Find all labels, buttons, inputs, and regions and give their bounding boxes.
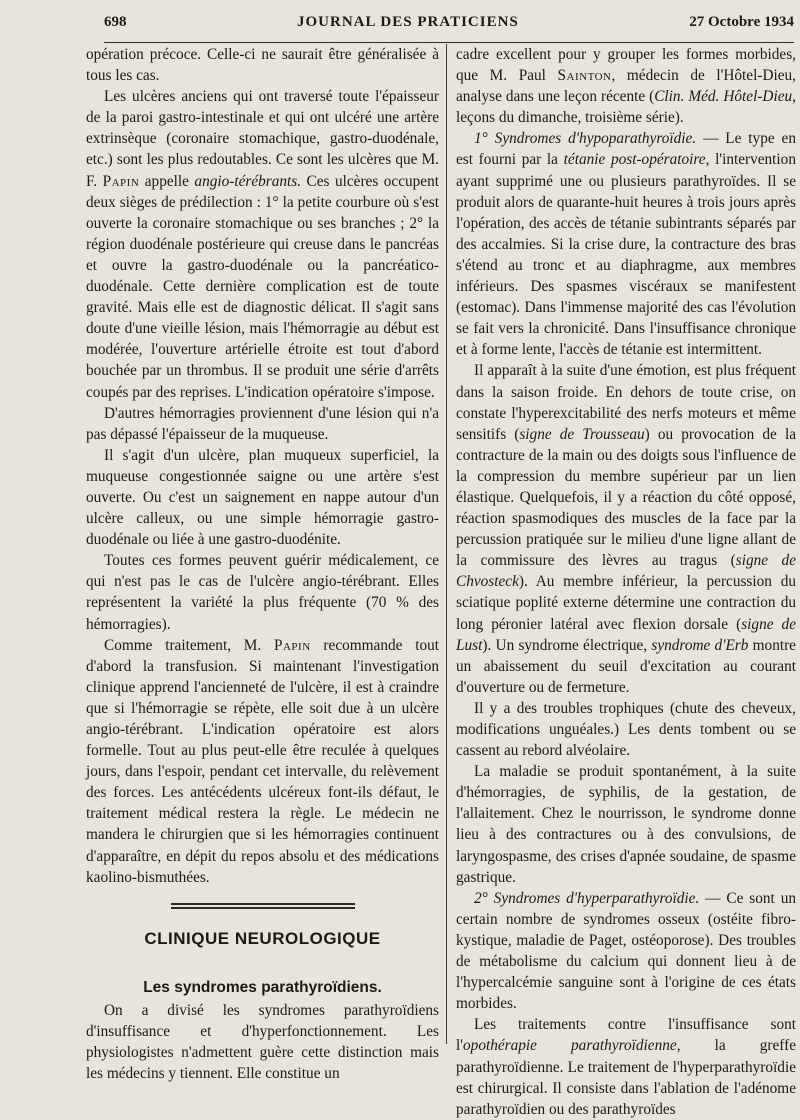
paragraph: 2° Syndromes d'hyperparathyroïdie. — Ce sont un certain nombre de syndromes osseux (ostéite fibro-kystique, maladie de Paget, ostéoporose). Des troubles de métabolisme du calcium qui donnent lieu à de l'hypercalcémie sanguine sont à l'origine de ces états morbides. xyxy=(456,889,796,1013)
paragraph: La maladie se produit spontanément, à la suite d'hémorragies, de syphilis, de la gestation, de l'allaitement. Chez le nourrisson, le syndrome donne lieu à des contractures ou à des convulsions, de laryngospasme, des crises d'apnée soudaine, de spasme gastrique. xyxy=(456,763,796,886)
clinical-sign: signe de Trousseau xyxy=(519,425,645,443)
paragraph: Les traitements contre l'insuffisance sont l'opothérapie parathyroïdienne, la greffe parathyroïdienne. Le traitement de l'hyperparathyroïdie est chirurgical. Il consiste dans l'ablation de l'adénome parathyroïdien ou des parathyroïdes xyxy=(456,1016,796,1118)
section-title: CLINIQUE NEUROLOGIQUE xyxy=(144,928,381,948)
paragraph: D'autres hémorragies proviennent d'une lésion qui n'a pas dépassé l'épaisseur de la muqueuse. xyxy=(86,404,439,443)
paragraph: Il y a des troubles trophiques (chute des cheveux, modifications unguéales.) Les dents tombent ou se cassent au rebord alvéolaire. xyxy=(456,699,796,760)
paragraph: opération précoce. Celle-ci ne saurait être généralisée à tous les cas. xyxy=(86,46,439,85)
paragraph: 1° Syndromes d'hypoparathyroïdie. — Le type en est fourni par la tétanie post-opératoire, l'intervention ayant supprimé une ou plusieurs parathyroïdes. Il se produit alors de quarante-huit heures à trois jours après l'opération, des accès de tétanie subintrants séparés par des accalmies. Si la crise dure, la contracture des bras s'étend au tronc et au diaphragme, aux membres inférieurs. Des spasmes viscéraux se manifestent (estomac). Dans l'immense majorité des cas l'évolution se fait vers la chronicité. Dans l'insuffisance chronique et à forme lente, l'accès de tétanie est intermittent. xyxy=(456,130,796,359)
paragraph: Les ulcères anciens qui ont traversé toute l'épaisseur de la paroi gastro-intestinale et qui ont ulcéré une artère extrinsèque (coronaire stomachique, gastro-duodénale, etc.) sont les plus redoutables. Ce sont les ulcères que M. F. Papin appelle angio-térébrants. Ces ulcères occupent deux sièges de prédilection : 1° la petite courbure où s'est ouverte la coronaire stomachique ou ses branches ; 2° la région duodénale postérieure qui creuse dans le pancréas et ouvre la gastro-duodénale ou la pancréatico-duodénale. Cette dernière complication est de toute gravité. Mais elle est de diagnostic délicat. Il s'agit sans doute d'une vieille lésion, mais l'hémorragie au début est modérée, l'ouverture artérielle étroite est tout d'abord bouchée par un thrombus. Il se produit une série d'arrêts coupés par des reprises. L'indication opératoire s'impose. xyxy=(86,88,439,401)
author-name: Papin xyxy=(273,636,311,654)
paragraph: cadre excellent pour y grouper les formes morbides, que M. Paul Sainton, médecin de l'Hôtel-Dieu, analyse dans une leçon récente (Clin. Méd. Hôtel-Dieu, leçons du dimanche, troisième série). xyxy=(456,46,796,127)
paragraph: On a divisé les syndromes parathyroïdiens d'insuffisance et d'hyperfonctionnement. Les physiologistes n'admettent guère cette distinction mais les médecins y tiennent. Elle constitue un xyxy=(86,1001,439,1083)
term: tétanie post-opératoire xyxy=(563,151,706,169)
column-divider xyxy=(446,44,447,1044)
issue-date: 27 Octobre 1934 xyxy=(689,14,794,30)
paragraph: Toutes ces formes peuvent guérir médicalement, ce qui n'est pas le cas de l'ulcère angio-térébrant. Elles représentent la variété la plus fréquente (70 % des hémorragies). xyxy=(86,552,439,633)
article-title: Les syndromes parathyroïdiens. xyxy=(143,978,382,996)
subsection-lead: 2° Syndromes d'hyperparathyroïdie. xyxy=(474,889,700,907)
author-name: Papin xyxy=(102,172,140,190)
subsection-lead: 1° Syndromes d'hypoparathyroïdie. xyxy=(474,130,697,148)
paragraph: Il s'agit d'un ulcère, plan muqueux superficiel, la muqueuse congestionnée saigne ou une artère s'est ouverte. Ou c'est un saignement en nappe autour d'un ulcère calleux, ou une simple hémorragie gastro-duodénale ou liée à une gastro-duodénite. xyxy=(86,446,439,549)
left-column xyxy=(86,44,439,1084)
paragraph: Comme traitement, M. Papin recommande tout d'abord la transfusion. Si maintenant l'investigation clinique apprend l'ancienneté de l'ulcère, il est à craindre que si l'hémorragie se répète, elle soit due à un ulcère angio-térébrant. L'indication opératoire est alors formelle. Tout au plus peut-elle être reculée à quelques jours, dans l'espoir, pendant cet intervalle, du relèvement des forces. Les antécédents ulcéreux font-ils défaut, le traitement médical restera la règle. Le médecin ne mandera le chirurgien que si les hémorragies continuent d'apparaître, en dépit du repos absolu et des médications kaolino-bismuthées. xyxy=(86,636,439,886)
page-number: 698 xyxy=(104,14,127,30)
source-citation: Clin. Méd. Hôtel-Dieu xyxy=(654,88,793,106)
clinical-sign: signe de Chvosteck xyxy=(456,552,796,591)
term: opothérapie parathyroïdienne xyxy=(463,1037,677,1055)
section-rule xyxy=(86,902,439,910)
right-column xyxy=(456,44,796,1118)
term: angio-térébrants. xyxy=(194,172,302,190)
running-header xyxy=(104,14,794,43)
clinical-sign: syndrome d'Erb xyxy=(651,636,749,654)
paragraph: Il apparaît à la suite d'une émotion, est plus fréquent dans la saison froide. En dehors de toute crise, on constate l'hyperexcitabilité des nerfs moteurs et même sensitifs (signe de Trousseau) ou provocation de la contracture de la main ou des doigts sous l'influence de la compression du membre supérieur par un lien élastique. Quelquefois, il y a réaction du côté opposé, réaction spasmodiques des muscles de la face par la percussion pratiquée sur le milieu d'une ligne allant de la commissure des lèvres au tragus (signe de Chvosteck). Au membre inférieur, la percussion du sciatique poplité externe détermine une contraction du long péronier latéral avec flexion dorsale (signe de Lust). Un syndrome électrique, syndrome d'Erb montre un abaissement du seuil d'excitation au courant d'ouverture ou de fermeture. xyxy=(456,362,796,696)
journal-title: JOURNAL DES PRATICIENS xyxy=(297,14,519,30)
clinical-sign: signe de Lust xyxy=(456,615,796,654)
author-name: Sainton xyxy=(557,67,612,85)
